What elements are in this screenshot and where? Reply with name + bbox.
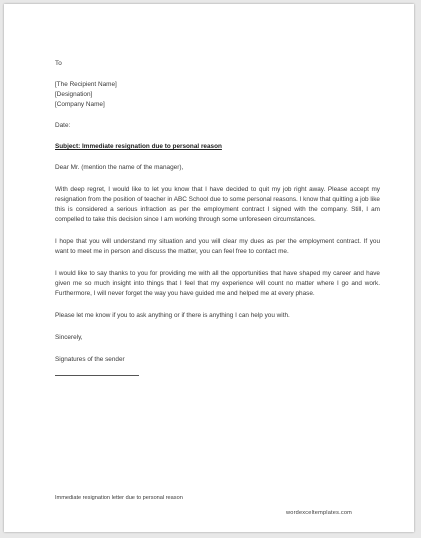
footer-site: wordexceltemplates.com xyxy=(286,510,352,516)
paragraph-1: With deep regret, I would like to let you know that I have decided to quit my job right away. Please accept my resignation from the position of teacher in ABC School due to some personal reasons. I know that quitting a job like this is considered a serious infraction as per the employment contract I signed with the company. Still, I am compelled to take this decision since I am working through some unforeseen circumstances. xyxy=(55,186,380,223)
document-page xyxy=(4,4,414,532)
date-label: Date: xyxy=(55,122,71,129)
paragraph-2: I hope that you will understand my situation and you will clear my dues as per the employment contract. If you want to meet me in person and discuss the matter, you can feel free to contact me. xyxy=(55,238,380,255)
subject-line: Subject: Immediate resignation due to personal reason xyxy=(55,143,222,150)
footer-title: Immediate resignation letter due to personal reason xyxy=(55,495,183,501)
salutation: Dear Mr. (mention the name of the manager), xyxy=(55,164,184,171)
to-label: To xyxy=(55,60,62,67)
paragraph-4: Please let me know if you to ask anything or if there is anything I can help you with. xyxy=(55,312,290,319)
paragraph-3: I would like to say thanks to you for providing me with all the opportunities that have shaped my career and have given me so much insight into things that I feel that my experience will count no matter where I go and work. Furthermore, I will never forget the way you have guided me and helped me at every phase. xyxy=(55,270,380,297)
recipient-name: [The Recipient Name] xyxy=(55,81,117,88)
letter-body xyxy=(55,59,380,376)
recipient-company: [Company Name] xyxy=(55,101,105,108)
signature-text: Signatures of the sender xyxy=(55,356,125,363)
recipient-designation: [Designation] xyxy=(55,91,93,98)
signature-line xyxy=(55,375,139,376)
closing: Sincerely, xyxy=(55,334,83,341)
